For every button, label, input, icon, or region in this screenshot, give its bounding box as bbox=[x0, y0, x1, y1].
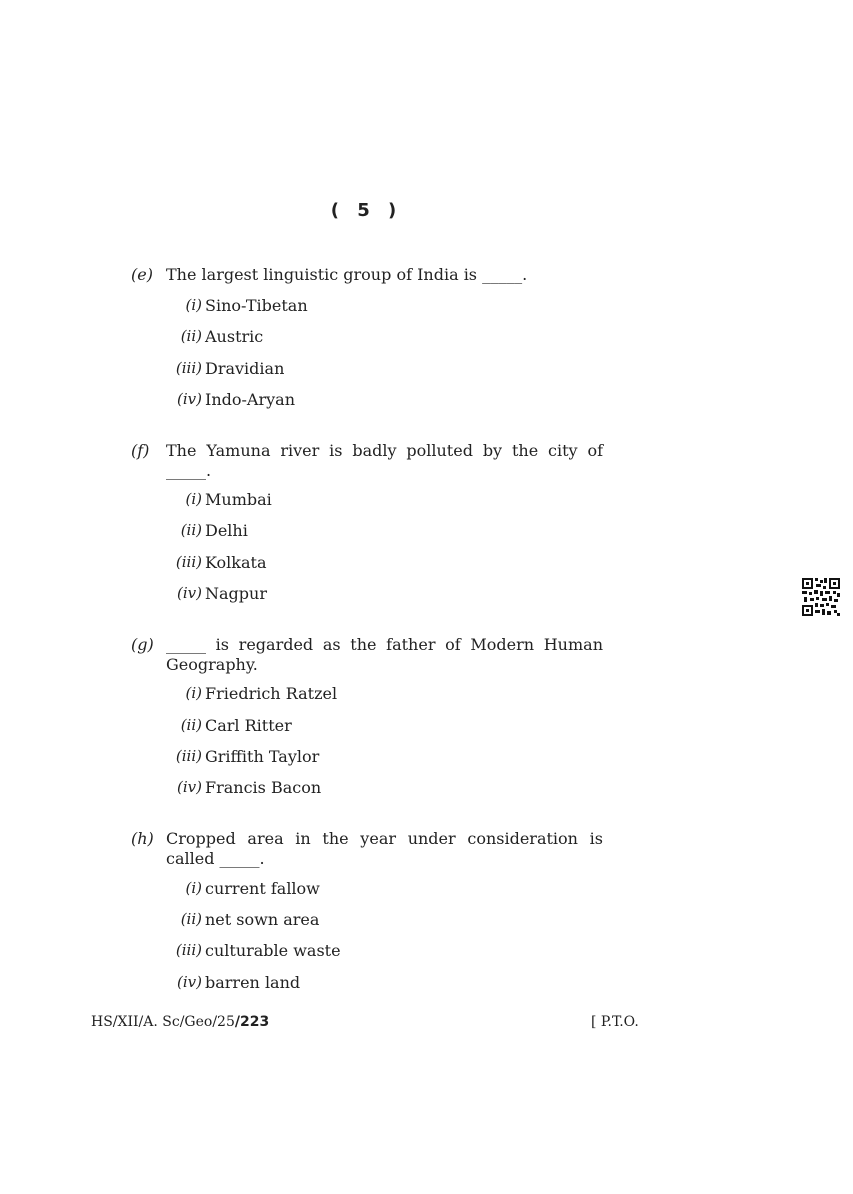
option-text: Sino-Tibetan bbox=[205, 296, 308, 315]
paper-code-prefix: HS/XII/A. Sc/Geo/25 bbox=[91, 1014, 235, 1030]
question-label: (e) bbox=[131, 265, 153, 284]
option-item bbox=[166, 584, 566, 606]
option-text: barren land bbox=[205, 973, 301, 992]
option-label: (iv) bbox=[177, 973, 202, 991]
option-text: Carl Ritter bbox=[205, 716, 292, 735]
option-item bbox=[166, 778, 566, 800]
option-item bbox=[166, 716, 566, 738]
option-label: (ii) bbox=[180, 716, 202, 734]
option-label: (iii) bbox=[175, 553, 202, 571]
question-label: (g) bbox=[131, 635, 154, 654]
page-number: ( 5 ) bbox=[330, 200, 403, 221]
option-item bbox=[166, 941, 566, 963]
option-item bbox=[166, 490, 566, 512]
option-item bbox=[166, 553, 566, 575]
option-text: Delhi bbox=[205, 521, 248, 540]
option-item bbox=[166, 521, 566, 543]
option-text: net sown area bbox=[205, 910, 320, 929]
option-label: (iv) bbox=[177, 390, 202, 408]
option-text: culturable waste bbox=[205, 941, 341, 960]
option-text: Griffith Taylor bbox=[205, 747, 320, 766]
option-label: (ii) bbox=[180, 521, 202, 539]
option-label: (iii) bbox=[175, 747, 202, 765]
option-item bbox=[166, 327, 566, 349]
question-label: (h) bbox=[131, 829, 154, 848]
option-item bbox=[166, 390, 566, 412]
option-item bbox=[166, 879, 566, 901]
question-text: The largest linguistic group of India is _____. bbox=[166, 265, 528, 284]
option-label: (iv) bbox=[177, 778, 202, 796]
qr-code-icon bbox=[801, 577, 841, 617]
option-item bbox=[166, 684, 566, 706]
pto-label: [ P.T.O. bbox=[591, 1014, 639, 1030]
option-item bbox=[166, 747, 566, 769]
option-text: current fallow bbox=[205, 879, 320, 898]
question-label: (f) bbox=[131, 441, 150, 460]
option-label: (iv) bbox=[177, 584, 202, 602]
option-label: (ii) bbox=[180, 327, 202, 345]
option-item bbox=[166, 296, 566, 318]
option-label: (iii) bbox=[175, 941, 202, 959]
question-text: _____ is regarded as the father of Modern Human Geography. bbox=[166, 635, 603, 674]
option-label: (iii) bbox=[175, 359, 202, 377]
option-item bbox=[166, 359, 566, 381]
option-label: (i) bbox=[185, 296, 202, 314]
option-item bbox=[166, 973, 566, 995]
question-text: The Yamuna river is badly polluted by the city of _____. bbox=[166, 441, 603, 480]
option-text: Francis Bacon bbox=[205, 778, 322, 797]
paper-code-suffix: /223 bbox=[234, 1014, 270, 1030]
option-text: Friedrich Ratzel bbox=[205, 684, 338, 703]
option-text: Dravidian bbox=[205, 359, 285, 378]
option-label: (i) bbox=[185, 490, 202, 508]
option-label: (i) bbox=[185, 879, 202, 897]
option-label: (i) bbox=[185, 684, 202, 702]
question-text: Cropped area in the year under consideration is called _____. bbox=[166, 829, 603, 868]
paper-code bbox=[91, 1014, 269, 1030]
option-text: Austric bbox=[205, 327, 264, 346]
option-text: Indo-Aryan bbox=[205, 390, 295, 409]
option-label: (ii) bbox=[180, 910, 202, 928]
option-item bbox=[166, 910, 566, 932]
option-text: Mumbai bbox=[205, 490, 272, 509]
option-text: Kolkata bbox=[205, 553, 267, 572]
option-text: Nagpur bbox=[205, 584, 267, 603]
